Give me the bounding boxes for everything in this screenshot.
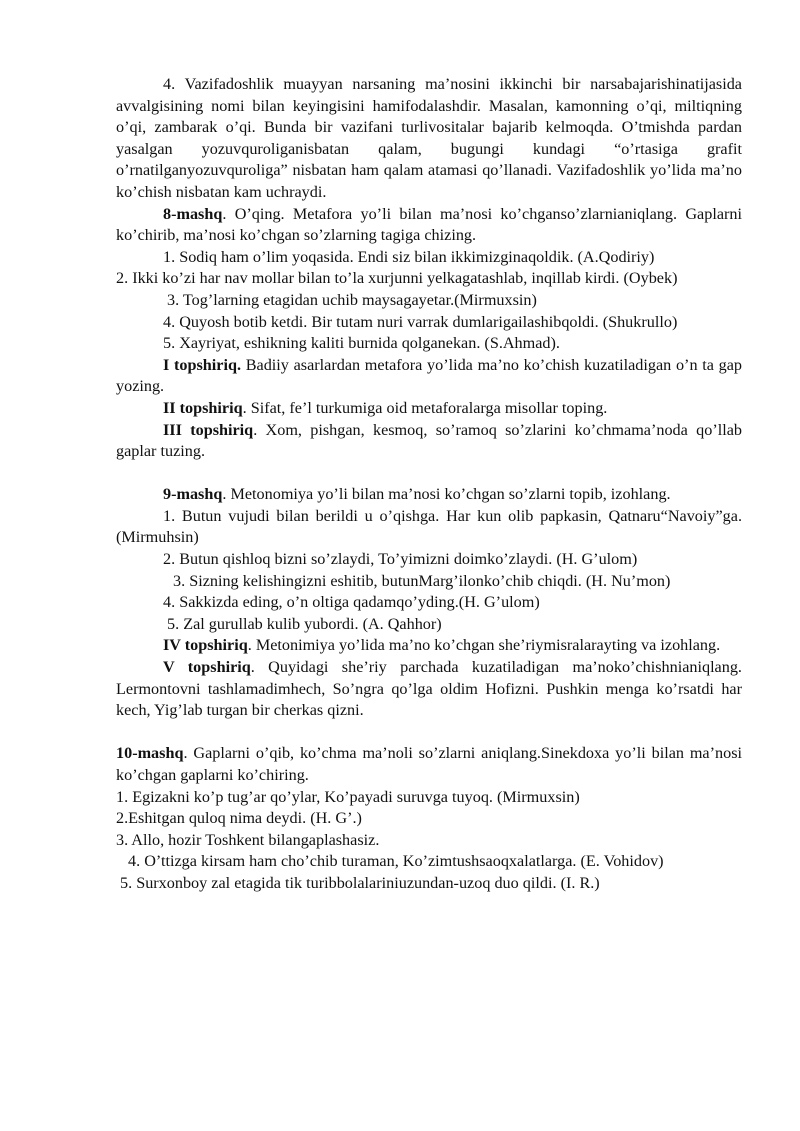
- task-2: II topshiriq. Sifat, fe’l turkumiga oid metaforalarga misollar toping.: [163, 398, 608, 417]
- exercise-10-item-5: 5. Surxonboy zal etagida tik turibbolalariniuzundan-uzoq duo qildi. (I. R.): [120, 873, 600, 892]
- task-3: III topshiriq. Xom, pishgan, kesmoq, so’ramoq so’zlarini ko’chmama’noda qo’llab gaplar tuzing.: [116, 420, 742, 461]
- exercise-9-heading: 9-mashq. Metonomiya yo’li bilan ma’nosi ko’chgan so’zlarni topib, izohlang.: [163, 485, 671, 504]
- exercise-9-item-4: 4. Sakkizda eding, o’n oltiga qadamqo’yding.(H. G’ulom): [163, 593, 540, 612]
- task-label: IV topshiriq: [163, 636, 248, 655]
- exercise-9-item-5: 5. Zal gurullab kulib yubordi. (A. Qahhor): [167, 614, 442, 633]
- task-label: V topshiriq: [163, 658, 251, 677]
- exercise-9-item-3: 3. Sizning kelishingizni eshitib, butunMarg’ilonko’chib chiqdi. (H. Nu’mon): [173, 571, 671, 590]
- exercise-10-heading: 10-mashq. Gaplarni o’qib, ko’chma ma’noli so’zlarni aniqlang.Sinekdoxa yo’li bilan ma’nosi ko’chgan gaplarni ko’chiring.: [116, 744, 742, 784]
- task-5: V topshiriq. Quyidagi she’riy parchada kuzatiladigan ma’noko’chishnianiqlang. Lermontovni tashlamadimhech, So’ngra qo’lga oldim Hofizni. Pushkin menga ko’rsatdi har kech, Yig’lab turgan bir cherkas qizni.: [116, 658, 742, 720]
- exercise-8-item-4: 4. Quyosh botib ketdi. Bir tutam nuri varrak dumlarigailashibqoldi. (Shukrullo): [163, 312, 678, 331]
- exercise-9-item-1: 1. Butun vujudi bilan berildi u o’qishga. Har kun olib papkasin, Qatnaru“Navoiy”ga. (Mirmuhsin): [116, 506, 742, 547]
- exercise-8-item-2: 2. Ikki ko’zi har nav mollar bilan to’la xurjunni yelkagatashlab, inqillab kirdi. (Oybek): [116, 269, 678, 288]
- exercise-8-item-3: 3. Tog’larning etagidan uchib maysagayetar.(Mirmuxsin): [167, 290, 537, 309]
- exercise-10-item-2: 2.Eshitgan quloq nima deydi. (H. G’.): [116, 809, 362, 828]
- blank-line: [116, 722, 742, 744]
- exercise-10-item-4: 4. O’ttizga kirsam ham cho’chib turaman, Ko’zimtushsaoqxalatlarga. (E. Vohidov): [128, 852, 664, 871]
- exercise-8-heading: 8-mashq. O’qing. Metafora yo’li bilan ma’nosi ko’chganso’zlarnianiqlang. Gaplarni ko’chirib, ma’nosi ko’chgan so’zlarning tagiga chizing.: [116, 204, 742, 245]
- task-label: I topshiriq.: [163, 355, 242, 374]
- exercise-8-item-1: 1. Sodiq ham o’lim yoqasida. Endi siz bilan ikkimizginaqoldik. (A.Qodiriy): [163, 247, 655, 266]
- exercise-9-item-2: 2. Butun qishloq bizni so’zlaydi, To’yimizni doimko’zlaydi. (H. G’ulom): [163, 550, 638, 569]
- exercise-label: 9-mashq: [163, 485, 223, 504]
- exercise-10-item-3: 3. Allo, hozir Toshkent bilangaplashasiz.: [116, 830, 380, 849]
- task-label: II topshiriq: [163, 398, 243, 417]
- exercise-label: 8-mashq: [163, 204, 223, 223]
- exercise-label: 10-mashq: [116, 744, 184, 763]
- task-1: I topshiriq. Badiiy asarlardan metafora yo’lida ma’no ko’chish kuzatiladigan o’n ta gap yozing.: [116, 355, 742, 396]
- exercise-10-item-1: 1. Egizakni ko’p tug’ar qo’ylar, Ko’payadi suruvga tuyoq. (Mirmuxsin): [116, 787, 580, 806]
- task-4: IV topshiriq. Metonimiya yo’lida ma’no ko’chgan she’riymisralarayting va izohlang.: [163, 636, 721, 655]
- exercise-8-item-5: 5. Xayriyat, eshikning kaliti burnida qolganekan. (S.Ahmad).: [163, 334, 560, 353]
- task-label: III topshiriq: [163, 420, 254, 439]
- paragraph-vazifadoshlik: 4. Vazifadoshlik muayyan narsaning ma’nosini ikkinchi bir narsabajarishinatijasida avvalgisining nomi bilan keyingisini hamifodalashdir. Masalan, kamonning o’qi, miltiqning o’qi, zambarak o’qi. Bunda bir vazifani turlivositalar bajarib kelmoqda. O’tmishda pardan yasalgan yozuvquroliganisbatan qalam, bugungi kundagi “o’rtasiga grafit o’rnatilganyozuvquroliga” nisbatan ham qalam atamasi qo’llanadi. Vazifadoshlik yo’lida ma’no ko’chish nisbatan kam uchraydi.: [116, 75, 742, 201]
- blank-line: [116, 463, 742, 485]
